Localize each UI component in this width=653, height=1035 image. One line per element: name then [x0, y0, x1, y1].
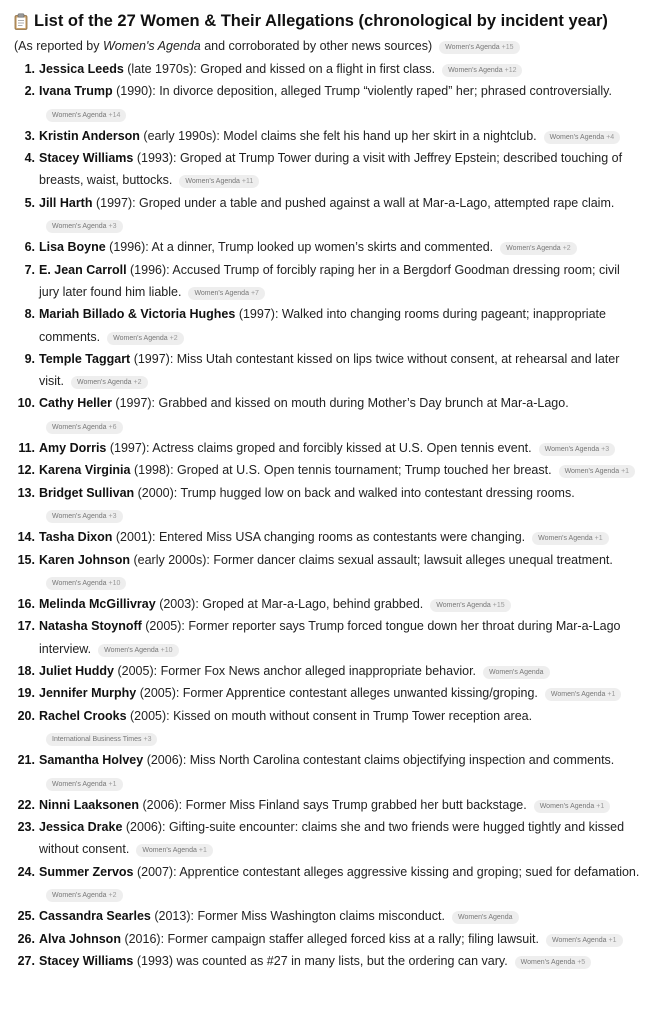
- list-item: [14, 147, 643, 192]
- source-badge[interactable]: [46, 733, 157, 746]
- item-text: (1996): Accused Trump of forcibly raping her in a Bergdorf Goodman dressing room; civil jury later found him liable.: [39, 262, 620, 299]
- subtitle-prefix: (As reported by: [14, 39, 103, 53]
- list-item: [14, 125, 643, 147]
- item-text: (2006): Gifting-suite encounter: claims she and two friends were hugged tightly and kissed without consent.: [39, 820, 625, 857]
- list-item: [14, 861, 643, 906]
- item-number: 12.: [17, 463, 35, 478]
- source-badge[interactable]: [483, 666, 550, 679]
- item-name: Tasha Dixon: [39, 530, 113, 545]
- item-name: Kristin Anderson: [39, 128, 140, 143]
- item-text: (2005): Kissed on mouth without consent in Trump Tower reception area.: [126, 708, 533, 723]
- source-badge-count: +11: [241, 178, 254, 186]
- source-badge[interactable]: [98, 644, 178, 657]
- list-item: [14, 905, 643, 927]
- list-item: [14, 593, 643, 615]
- item-number: 5.: [24, 195, 35, 210]
- item-name: Karen Johnson: [39, 552, 130, 567]
- source-badge[interactable]: [46, 220, 123, 233]
- item-number: 10.: [17, 396, 35, 411]
- item-text: (2005): Former reporter says Trump forced tongue down her throat during Mar-a-Lago interview.: [39, 619, 621, 656]
- source-badge[interactable]: [71, 376, 148, 389]
- source-badge-count: +3: [108, 512, 117, 520]
- source-badge-count: +15: [501, 44, 514, 51]
- item-text: (1996): At a dinner, Trump looked up women’s skirts and commented.: [105, 240, 494, 255]
- list-item: [14, 392, 643, 437]
- list-item: [14, 437, 643, 459]
- item-number: 4.: [24, 151, 35, 166]
- source-badge[interactable]: [136, 844, 213, 857]
- item-body: [39, 303, 643, 348]
- item-name: Cathy Heller: [39, 396, 112, 411]
- source-badge-label: Women's Agenda: [551, 936, 607, 944]
- source-badge[interactable]: [515, 956, 592, 969]
- source-badge[interactable]: [179, 175, 259, 188]
- item-name: Temple Taggart: [39, 351, 131, 366]
- source-badge-label: Women's Agenda: [448, 67, 503, 74]
- item-number: 22.: [17, 797, 35, 812]
- item-text: (2001): Entered Miss USA changing rooms as contestants were changing.: [112, 530, 526, 545]
- source-badge[interactable]: [534, 800, 611, 813]
- list-item: [14, 950, 643, 972]
- item-body: [39, 147, 643, 192]
- item-number: 27.: [17, 953, 35, 968]
- item-number: 15.: [17, 552, 35, 567]
- list-item: [14, 236, 643, 258]
- source-badge[interactable]: [546, 934, 623, 947]
- list-item: [14, 660, 643, 682]
- item-name: Summer Zervos: [39, 864, 134, 879]
- list-item: [14, 794, 643, 816]
- item-text: (2007): Apprentice contestant alleges aggressive kissing and groping; sued for defamation.: [133, 864, 640, 879]
- source-badge[interactable]: [430, 599, 510, 612]
- source-badge-label: Women's Agenda: [52, 780, 107, 788]
- item-text: (2000): Trump hugged low on back and walked into contestant dressing rooms.: [134, 485, 575, 500]
- item-name: Jill Harth: [39, 195, 93, 210]
- item-number: 16.: [17, 597, 35, 612]
- source-badge-count: +2: [108, 891, 117, 899]
- item-body: [39, 259, 643, 304]
- list-item: [14, 749, 643, 794]
- source-badge[interactable]: [532, 532, 609, 545]
- item-name: Juliet Huddy: [39, 664, 115, 679]
- source-badge-label: Women's Agenda: [52, 891, 107, 899]
- item-body: [39, 125, 643, 147]
- item-text: (2006): Former Miss Finland says Trump grabbed her butt backstage.: [139, 797, 527, 812]
- item-text: (1998): Groped at U.S. Open tennis tournament; Trump touched her breast.: [130, 463, 552, 478]
- item-number: 8.: [24, 307, 35, 322]
- item-text: (early 1990s): Model claims she felt his hand up her skirt in a nightclub.: [139, 128, 537, 143]
- item-body: [39, 236, 643, 258]
- source-badge-label: Women's Agenda: [52, 423, 107, 431]
- item-body: [39, 437, 643, 459]
- item-text: (2005): Former Fox News anchor alleged inappropriate behavior.: [114, 664, 477, 679]
- item-text: (1997): Groped under a table and pushed against a wall at Mar-a-Lago, attempted rape claim.: [92, 195, 615, 210]
- page-title: [14, 12, 643, 31]
- source-badge-label: Women's Agenda: [520, 958, 576, 966]
- item-number: 21.: [17, 753, 35, 768]
- item-body: [39, 682, 643, 704]
- item-body: [39, 705, 643, 750]
- source-badge[interactable]: [545, 688, 622, 701]
- item-number: 11.: [18, 441, 35, 456]
- list-item: [14, 259, 643, 304]
- list-item: [14, 80, 643, 125]
- item-number: 26.: [17, 931, 35, 946]
- source-badge[interactable]: [46, 510, 123, 523]
- source-badge[interactable]: [500, 242, 577, 255]
- list-item: [14, 58, 643, 80]
- item-number: 7.: [24, 262, 35, 277]
- item-number: 24.: [17, 864, 35, 879]
- source-badge-count: +3: [143, 735, 152, 743]
- item-body: [39, 482, 643, 527]
- source-badge[interactable]: [559, 465, 636, 478]
- source-badge[interactable]: [544, 131, 621, 144]
- item-text: (1997): Actress claims groped and forcibly kissed at U.S. Open tennis event.: [106, 441, 532, 456]
- source-badge-label: Women's Agenda: [142, 847, 197, 855]
- item-body: [39, 816, 643, 861]
- item-body: [39, 615, 643, 660]
- source-badge-label: Women's Agenda: [77, 379, 132, 387]
- source-badge-label: Women's Agenda: [539, 802, 595, 810]
- list-item: [14, 615, 643, 660]
- item-body: [39, 58, 643, 80]
- item-name: Bridget Sullivan: [39, 485, 135, 500]
- item-number: 25.: [17, 909, 35, 924]
- source-badge-count: +3: [108, 223, 117, 231]
- source-badge-label: Women's Agenda: [104, 646, 159, 654]
- list-item: [14, 705, 643, 750]
- source-badge-label: Women's Agenda: [489, 669, 544, 677]
- source-badge[interactable]: [46, 577, 126, 590]
- item-number: 14.: [17, 530, 35, 545]
- item-body: [39, 459, 643, 481]
- item-name: Amy Dorris: [39, 441, 107, 456]
- source-badge-count: +1: [607, 691, 616, 699]
- item-text: (1997): Grabbed and kissed on mouth during Mother’s Day brunch at Mar-a-Lago.: [111, 396, 569, 411]
- source-badge-count: +1: [198, 847, 207, 855]
- source-badge-label: Women's Agenda: [52, 111, 107, 119]
- source-badge-label: Women's Agenda: [185, 178, 240, 186]
- item-number: 18.: [17, 664, 35, 679]
- item-number: 17.: [17, 619, 35, 634]
- source-badge[interactable]: [439, 41, 519, 54]
- item-number: 1.: [24, 62, 35, 76]
- item-name: E. Jean Carroll: [39, 262, 127, 277]
- source-badge-count: +2: [133, 379, 142, 387]
- source-badge-label: Women's Agenda: [113, 334, 168, 342]
- item-text: (2005): Former Apprentice contestant alleges unwanted kissing/groping.: [136, 686, 538, 701]
- item-name: Karena Virginia: [39, 463, 131, 478]
- list-item: [14, 482, 643, 527]
- source-badge-count: +2: [562, 245, 571, 253]
- source-badge-count: +7: [250, 289, 259, 297]
- item-body: [39, 749, 643, 794]
- source-badge[interactable]: [452, 911, 519, 924]
- source-badge-count: +5: [577, 958, 586, 966]
- source-badge-count: +12: [504, 67, 517, 74]
- source-badge-label: International Business Times: [52, 735, 142, 743]
- item-number: 19.: [17, 686, 35, 701]
- item-number: 13.: [17, 485, 35, 500]
- item-body: [39, 549, 643, 594]
- title-text: List of the 27 Women & Their Allegations (chronological by incident year): [34, 12, 608, 30]
- source-badge-label: Women's Agenda: [549, 133, 605, 141]
- item-body: [39, 526, 643, 548]
- item-name: Alva Johnson: [39, 931, 121, 946]
- subtitle-suffix: and corroborated by other news sources): [200, 39, 433, 53]
- item-number: 6.: [24, 240, 35, 255]
- source-badge-count: +2: [169, 334, 178, 342]
- item-name: Natasha Stoynoff: [39, 619, 142, 634]
- item-number: 23.: [17, 820, 35, 835]
- list-item: [14, 459, 643, 481]
- item-name: Stacey Williams: [39, 953, 134, 968]
- source-badge-label: Women's Agenda: [445, 44, 500, 51]
- source-badge-label: Women's Agenda: [544, 446, 600, 454]
- source-badge-label: Women's Agenda: [564, 468, 620, 476]
- list-item: [14, 348, 643, 393]
- source-badge-count: +14: [108, 111, 121, 119]
- source-badge-label: Women's Agenda: [52, 512, 107, 520]
- source-badge[interactable]: [442, 64, 522, 77]
- list-item: [14, 682, 643, 704]
- list-item: [14, 303, 643, 348]
- source-badge-count: +1: [594, 535, 603, 543]
- list-item: [14, 928, 643, 950]
- item-name: Cassandra Searles: [39, 909, 151, 924]
- item-name: Jennifer Murphy: [39, 686, 137, 701]
- source-badge[interactable]: [46, 778, 123, 791]
- source-badge[interactable]: [46, 109, 126, 122]
- item-name: Jessica Drake: [39, 820, 123, 835]
- item-number: 3.: [24, 128, 35, 143]
- source-badge-count: +1: [608, 936, 617, 944]
- item-text: (early 2000s): Former dancer claims sexual assault; lawsuit alleges unequal treatment.: [130, 552, 613, 567]
- source-badge[interactable]: [46, 889, 123, 902]
- source-badge-count: +1: [621, 468, 630, 476]
- subtitle-source: Women's Agenda: [102, 39, 201, 53]
- clipboard-icon: [14, 13, 28, 30]
- item-name: Rachel Crooks: [39, 708, 127, 723]
- item-text: (late 1970s): Groped and kissed on a flight in first class.: [123, 62, 436, 76]
- item-text: (1997): Walked into changing rooms during pageant; inappropriate comments.: [39, 307, 606, 344]
- item-text: (1997): Miss Utah contestant kissed on lips twice without consent, at rehearsal and later visit.: [39, 351, 620, 389]
- item-body: [39, 794, 643, 816]
- item-name: Samantha Holvey: [39, 753, 144, 768]
- item-text: (2003): Groped at Mar-a-Lago, behind grabbed.: [155, 597, 424, 612]
- item-text: (1993) was counted as #27 in many lists, but the ordering can vary.: [133, 953, 508, 968]
- item-body: [39, 660, 643, 682]
- item-name: Melinda McGillivray: [39, 597, 156, 612]
- source-badge-label: Women's Agenda: [194, 289, 249, 297]
- source-badge-label: Women's Agenda: [52, 579, 107, 587]
- item-name: Jessica Leeds: [39, 62, 124, 76]
- allegation-list: [14, 58, 643, 972]
- item-text: (2016): Former campaign staffer alleged forced kiss at a rally; filing lawsuit.: [120, 931, 539, 946]
- source-badge-count: +6: [108, 423, 117, 431]
- item-text: (2006): Miss North Carolina contestant claims objectifying inspection and comments.: [143, 753, 615, 768]
- item-body: [39, 950, 643, 972]
- item-body: [39, 593, 643, 615]
- source-badge-label: Women's Agenda: [457, 914, 513, 922]
- item-body: [39, 348, 643, 393]
- item-text: (1993): Groped at Trump Tower during a visit with Jeffrey Epstein; described touching of breasts, waist, buttocks.: [39, 151, 623, 188]
- item-number: 2.: [24, 84, 35, 99]
- subtitle: [14, 39, 643, 54]
- list-item: [14, 549, 643, 594]
- source-badge-label: Women's Agenda: [538, 535, 593, 543]
- source-badge-count: +15: [492, 602, 505, 610]
- source-badge[interactable]: [107, 332, 184, 345]
- list-item: [14, 192, 643, 237]
- item-name: Stacey Williams: [39, 151, 134, 166]
- item-text: (2013): Former Miss Washington claims misconduct.: [150, 909, 445, 924]
- source-badge[interactable]: [539, 443, 616, 456]
- source-badge-count: +1: [108, 780, 117, 788]
- list-item: [14, 526, 643, 548]
- item-body: [39, 905, 643, 927]
- item-body: [39, 80, 643, 125]
- source-badge-count: +10: [160, 646, 173, 654]
- source-badge-label: Women's Agenda: [436, 602, 491, 610]
- source-badge-label: Women's Agenda: [550, 691, 606, 699]
- item-body: [39, 192, 643, 237]
- item-body: [39, 861, 643, 906]
- item-number: 20.: [17, 708, 35, 723]
- item-body: [39, 928, 643, 950]
- item-number: 9.: [24, 351, 35, 366]
- source-badge[interactable]: [188, 287, 265, 300]
- source-badge-count: +3: [601, 446, 610, 454]
- list-item: [14, 816, 643, 861]
- source-badge-label: Women's Agenda: [506, 245, 561, 253]
- source-badge[interactable]: [46, 421, 123, 434]
- item-name: Ivana Trump: [39, 84, 113, 99]
- source-badge-count: +1: [596, 802, 605, 810]
- item-name: Mariah Billado & Victoria Hughes: [39, 307, 236, 322]
- source-badge-count: +4: [606, 133, 615, 141]
- item-text: (1990): In divorce deposition, alleged Trump “violently raped” her; phrased controversially.: [112, 84, 612, 99]
- item-name: Ninni Laaksonen: [39, 797, 140, 812]
- source-badge-label: Women's Agenda: [52, 223, 107, 231]
- source-badge-count: +10: [108, 579, 121, 587]
- item-name: Lisa Boyne: [39, 240, 106, 255]
- item-body: [39, 392, 643, 437]
